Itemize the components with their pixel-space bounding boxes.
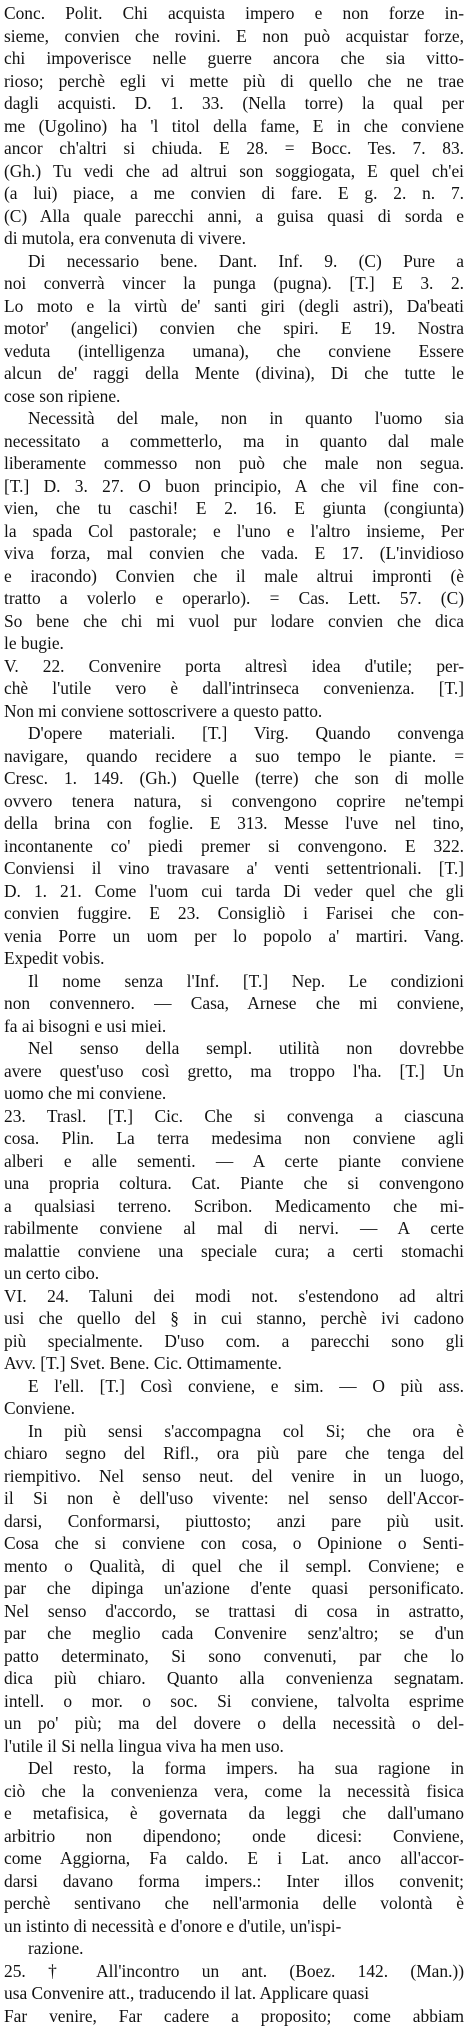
- text-line: rioso; perchè egli vi mette più di quello che ne trae: [4, 70, 464, 93]
- text-line: a qualsiasi terreno. Scribon. Medicamento che mi-: [4, 1195, 464, 1218]
- text-line: le bugie.: [4, 632, 464, 655]
- text-line: chiaro segno del Rifl., ora più pare che tenga del: [4, 1442, 464, 1465]
- text-line: cose son ripiene.: [4, 385, 464, 408]
- text-line: Cresc. 1. 149. (Gh.) Quelle (terre) che son di molle: [4, 767, 464, 790]
- text-line: [T.] D. 3. 27. O buon principio, A che vil fine con-: [4, 475, 464, 498]
- text-line: riempitivo. Nel senso neut. del venire in un luogo,: [4, 1465, 464, 1488]
- text-line: della brina con foglie. E 313. Messe l'uve nel tino,: [4, 812, 464, 835]
- text-line: Conc. Polit. Chi acquista impero e non forze in-: [4, 2, 464, 25]
- text-line: razione.: [4, 1937, 464, 1960]
- text-line: Conviensi il vino travasare a' venti settentrionali. [T.]: [4, 857, 464, 880]
- text-line: 25. † All'incontro un ant. (Boez. 142. (Man.)): [4, 1960, 464, 1983]
- text-line: par che meglio cada Convenire senz'altro; se d'un: [4, 1622, 464, 1645]
- text-line: la spada Col pastorale; e l'uno e l'altro insieme, Per: [4, 520, 464, 543]
- text-line: non convennero. — Casa, Arnese che mi conviene,: [4, 992, 464, 1015]
- text-line: mento o Qualità, di quel che il sempl. Conviene; e: [4, 1555, 464, 1578]
- text-line: Non mi conviene sottoscrivere a questo patto.: [4, 700, 464, 723]
- text-line: perchè sentivano che nell'armonia delle volontà è: [4, 1892, 464, 1915]
- text-line: Far venire, Far cadere a proposito; come abbiam: [4, 2005, 464, 2027]
- text-line: arbitrio non dipendono; onde dicesi: Conviene,: [4, 1825, 464, 1848]
- text-line: darsi davano forma impers.: Inter illos convenit;: [4, 1870, 464, 1893]
- text-line: avere quest'uso così gretto, ma troppo l'ha. [T.] Un: [4, 1060, 464, 1083]
- text-line: chi impoverisce nelle guerre ancora che sia vitto-: [4, 47, 464, 70]
- text-line: un istinto di necessità e d'onore e d'utile, un'ispi-: [4, 1915, 464, 1938]
- text-line: l'utile il Si nella lingua viva ha men uso.: [4, 1735, 464, 1758]
- text-line: Conviene.: [4, 1397, 464, 1420]
- text-line: tratto a volerlo e operarlo). = Cas. Lett. 57. (C): [4, 587, 464, 610]
- text-line: par che dipinga un'azione d'ente quasi personificato.: [4, 1577, 464, 1600]
- text-line: rabilmente conviene al mal di nervi. — A certe: [4, 1217, 464, 1240]
- text-line: usi che quello del § in cui stanno, perchè ivi cadono: [4, 1307, 464, 1330]
- text-line: vien, che tu caschi! E 2. 16. E giunta (congiunta): [4, 497, 464, 520]
- text-line: ciò che la convenienza vera, come la necessità fisica: [4, 1780, 464, 1803]
- text-line: patto determinato, Si sono convenuti, par che lo: [4, 1645, 464, 1668]
- text-line: me (Ugolino) ha 'l titol della fame, E in che conviene: [4, 115, 464, 138]
- text-line: cosa. Plin. La terra medesima non conviene agli: [4, 1127, 464, 1150]
- text-line: Necessità del male, non in quanto l'uomo sia: [4, 407, 464, 430]
- text-line: fa ai bisogni e usi miei.: [4, 1015, 464, 1038]
- text-line: Nel senso della sempl. utilità non dovrebbe: [4, 1037, 464, 1060]
- text-line: di mutola, era convenuta di vivere.: [4, 227, 464, 250]
- text-line: necessitato a commetterlo, ma in quanto dal male: [4, 430, 464, 453]
- text-line: dica più chiaro. Quanto alla convenienza segnatam.: [4, 1667, 464, 1690]
- text-line: dagli acquisti. D. 1. 33. (Nella torre) la qual per: [4, 92, 464, 115]
- text-line: incontanente co' piedi premer si convengono. E 322.: [4, 835, 464, 858]
- text-line: darsi, Conformarsi, piuttosto; anzi pare più usit.: [4, 1510, 464, 1533]
- text-line: Il nome senza l'Inf. [T.] Nep. Le condizioni: [4, 970, 464, 993]
- text-line: (C) Alla quale parecchi anni, a guisa quasi di sorda e: [4, 205, 464, 228]
- text-line: e metafisica, è governata da leggi che dall'umano: [4, 1802, 464, 1825]
- text-line: ancor ch'altri si chiuda. E 28. = Bocc. Tes. 7. 83.: [4, 137, 464, 160]
- text-line: (a lui) piace, a me convien di fare. E g. 2. n. 7.: [4, 182, 464, 205]
- text-line: convien fuggire. E 23. Consigliò i Farisei che con-: [4, 902, 464, 925]
- text-line: motor' (angelici) convien che spiri. E 19. Nostra: [4, 317, 464, 340]
- text-line: alberi e alle sementi. — A certe piante conviene: [4, 1150, 464, 1173]
- text-line: alcun de' raggi della Mente (divina), Di che tutte le: [4, 362, 464, 385]
- text-line: liberamente commesso non può che male non segua.: [4, 452, 464, 475]
- text-line: Nel senso d'accordo, se trattasi di cosa in astratto,: [4, 1600, 464, 1623]
- text-line: sieme, convien che rovini. E non può acquistar forze,: [4, 25, 464, 48]
- text-line: So bene che chi mi vuol pur lodare convien che dica: [4, 610, 464, 633]
- text-line: un po' più; ma del dovere o della necessità o del-: [4, 1712, 464, 1735]
- text-line: Lo moto e la virtù de' santi giri (degli astri), Da'beati: [4, 295, 464, 318]
- text-line: Avv. [T.] Svet. Bene. Cic. Ottimamente.: [4, 1352, 464, 1375]
- text-line: il Si non è dell'uso vivente: nel senso dell'Accor-: [4, 1487, 464, 1510]
- text-line: veduta (intelligenza umana), che conviene Essere: [4, 340, 464, 363]
- text-line: D. 1. 21. Come l'uom cui tarda Di veder quel che gli: [4, 880, 464, 903]
- text-line: Del resto, la forma impers. ha sua ragione in: [4, 1757, 464, 1780]
- text-line: Di necessario bene. Dant. Inf. 9. (C) Pure a: [4, 250, 464, 273]
- dictionary-page-column: [4, 2, 464, 2027]
- text-line: Cosa che si conviene con cosa, o Opinione o Senti-: [4, 1532, 464, 1555]
- text-line: noi converrà vincer la punga (pugna). [T.] E 3. 2.: [4, 272, 464, 295]
- text-line: più specialmente. D'uso com. a parecchi sono gli: [4, 1330, 464, 1353]
- text-line: una propria coltura. Cat. Piante che si convengono: [4, 1172, 464, 1195]
- text-line: e iracondo) Convien che il male altrui impronti (è: [4, 565, 464, 588]
- text-line: come Aggiorna, Fa caldo. E i Lat. anco all'accor-: [4, 1847, 464, 1870]
- text-line: venia Porre un uom per lo popolo a' martiri. Vang.: [4, 925, 464, 948]
- text-line: navigare, quando recidere a suo tempo le piante. =: [4, 745, 464, 768]
- text-line: intell. o mor. o soc. Si conviene, talvolta esprime: [4, 1690, 464, 1713]
- text-line: 23. Trasl. [T.] Cic. Che si convenga a ciascuna: [4, 1105, 464, 1128]
- text-line: E l'ell. [T.] Così conviene, e sim. — O più ass.: [4, 1375, 464, 1398]
- text-line: V. 22. Convenire porta altresì idea d'utile; per-: [4, 655, 464, 678]
- text-line: D'opere materiali. [T.] Virg. Quando convenga: [4, 722, 464, 745]
- text-line: In più sensi s'accompagna col Si; che ora è: [4, 1420, 464, 1443]
- text-line: ovvero tenera natura, si convengono coprire ne'tempi: [4, 790, 464, 813]
- text-line: viva forza, mal convien che vada. E 17. (L'invidioso: [4, 542, 464, 565]
- text-line: VI. 24. Taluni dei modi not. s'estendono ad altri: [4, 1285, 464, 1308]
- text-line: malattie conviene una speciale cura; a certi stomachi: [4, 1240, 464, 1263]
- text-line: un certo cibo.: [4, 1262, 464, 1285]
- text-line: (Gh.) Tu vedi che ad altrui son soggiogata, E quel ch'ei: [4, 160, 464, 183]
- text-line: Expedit vobis.: [4, 947, 464, 970]
- text-line: uomo che mi conviene.: [4, 1082, 464, 1105]
- text-line: chè l'utile vero è dall'intrinseca convenienza. [T.]: [4, 677, 464, 700]
- text-line: usa Convenire att., traducendo il lat. Applicare quasi: [4, 1982, 464, 2005]
